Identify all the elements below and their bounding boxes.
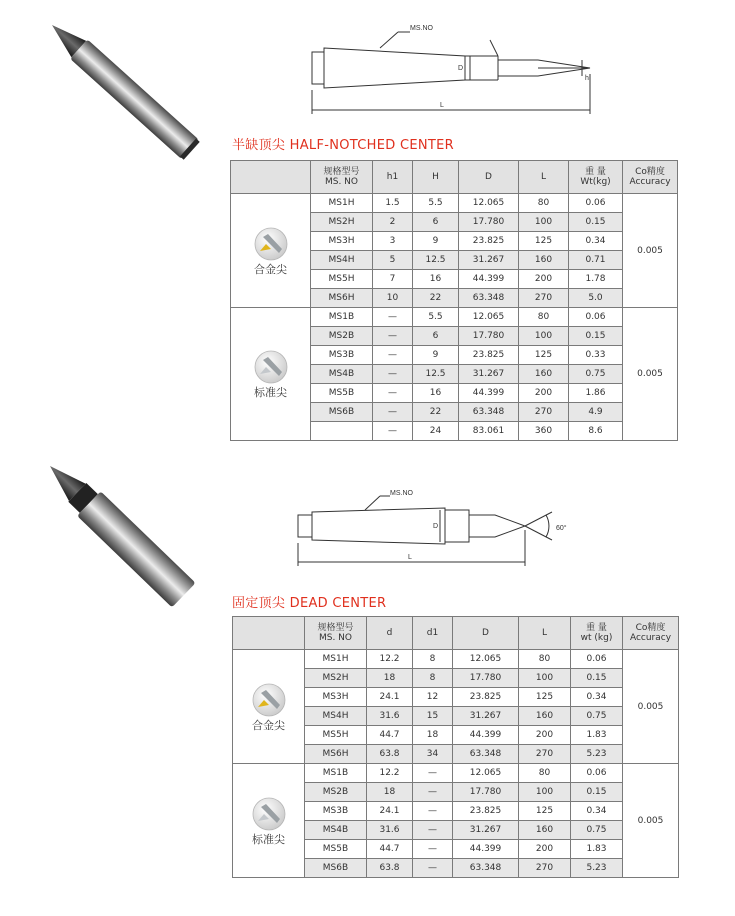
dead-center-drawing xyxy=(290,488,590,578)
header-blank xyxy=(233,617,305,650)
table-cell-model: MS5H xyxy=(305,726,367,745)
table-cell-c4: 160 xyxy=(519,365,569,384)
table-header-row xyxy=(231,161,678,194)
l-label: L xyxy=(408,554,412,561)
table-cell-c4: 200 xyxy=(519,726,571,745)
accuracy-cell: 0.005 xyxy=(623,650,679,764)
table-cell-model: MS3H xyxy=(311,232,373,251)
table-row xyxy=(233,650,679,669)
table-cell-c2: 6 xyxy=(413,213,459,232)
table-cell-c1: 3 xyxy=(373,232,413,251)
table-cell-weight: 1.78 xyxy=(569,270,623,289)
table-cell-c3: 17.780 xyxy=(459,213,519,232)
table-cell-c2: 9 xyxy=(413,346,459,365)
table-cell-c1: 2 xyxy=(373,213,413,232)
table-cell-c2: 8 xyxy=(413,650,453,669)
table-cell-c2: 16 xyxy=(413,270,459,289)
table-cell-c3: 63.348 xyxy=(459,403,519,422)
table-cell-c3: 31.267 xyxy=(459,365,519,384)
table-cell-model: MS1H xyxy=(311,194,373,213)
table-cell-c4: 360 xyxy=(519,422,569,441)
header-model: 规格型号 MS. NO xyxy=(311,161,373,194)
table-cell-c1: — xyxy=(373,327,413,346)
table-cell-weight: 0.15 xyxy=(571,669,623,688)
table-cell-c3: 44.399 xyxy=(453,840,519,859)
table-cell-weight: 0.34 xyxy=(571,802,623,821)
accuracy-cell: 0.005 xyxy=(623,764,679,878)
header-h1: h1 xyxy=(373,161,413,194)
table-cell-c3: 12.065 xyxy=(453,764,519,783)
table-cell-c3: 63.348 xyxy=(453,745,519,764)
table-cell-c2: — xyxy=(413,859,453,878)
table-cell-c1: 18 xyxy=(367,783,413,802)
table-cell-c3: 12.065 xyxy=(459,194,519,213)
table-row xyxy=(231,308,678,327)
group-cell xyxy=(233,650,305,764)
table-cell-c1: 31.6 xyxy=(367,707,413,726)
table-cell-model: MS3H xyxy=(305,688,367,707)
table-cell-c3: 44.399 xyxy=(459,384,519,403)
header-l: L xyxy=(519,617,571,650)
table-cell-model: MS1B xyxy=(305,764,367,783)
table-cell-model: MS6B xyxy=(305,859,367,878)
table-cell-c2: — xyxy=(413,802,453,821)
table-cell-c1: 63.8 xyxy=(367,745,413,764)
table-cell-c4: 270 xyxy=(519,289,569,308)
table-cell-c3: 17.780 xyxy=(453,669,519,688)
table-cell-model: MS2B xyxy=(311,327,373,346)
table-cell-weight: 1.86 xyxy=(569,384,623,403)
header-weight: 重 量 wt (kg) xyxy=(571,617,623,650)
table-cell-c1: — xyxy=(373,384,413,403)
table-cell-c2: 24 xyxy=(413,422,459,441)
half-notched-center-photo xyxy=(40,15,215,180)
header-blank xyxy=(231,161,311,194)
group-label: 合金尖 xyxy=(252,718,285,732)
table-cell-model: MS4H xyxy=(305,707,367,726)
table-cell-c4: 160 xyxy=(519,707,571,726)
table-cell-c4: 270 xyxy=(519,745,571,764)
table-cell-model: MS5B xyxy=(311,384,373,403)
table-cell-model: MS4B xyxy=(305,821,367,840)
table-cell-c1: — xyxy=(373,308,413,327)
header-model: 规格型号 MS. NO xyxy=(305,617,367,650)
table-cell-model: MS1B xyxy=(311,308,373,327)
table-cell-c1: 10 xyxy=(373,289,413,308)
table-cell-model: MS3B xyxy=(305,802,367,821)
table-cell-model: MS4B xyxy=(311,365,373,384)
table-cell-model: MS6B xyxy=(311,403,373,422)
table-cell-c3: 31.267 xyxy=(459,251,519,270)
table-cell-c1: 24.1 xyxy=(367,802,413,821)
header-accuracy: Co精度 Accuracy xyxy=(623,161,678,194)
alloy-tip-icon xyxy=(252,683,286,717)
table-cell-model: MS1H xyxy=(305,650,367,669)
table-cell-weight: 0.75 xyxy=(569,365,623,384)
table-cell-c3: 63.348 xyxy=(459,289,519,308)
table-cell-c2: 12.5 xyxy=(413,251,459,270)
table-cell-c4: 80 xyxy=(519,308,569,327)
header-d: D xyxy=(459,161,519,194)
table-cell-c2: 5.5 xyxy=(413,194,459,213)
table-cell-c4: 270 xyxy=(519,403,569,422)
table-cell-c4: 160 xyxy=(519,821,571,840)
dead-center-photo xyxy=(40,458,215,618)
table-cell-c3: 12.065 xyxy=(453,650,519,669)
table-cell-c3: 23.825 xyxy=(453,802,519,821)
table-cell-c4: 125 xyxy=(519,688,571,707)
group-cell xyxy=(231,194,311,308)
table-cell-weight: 0.06 xyxy=(571,764,623,783)
table-cell-weight: 0.15 xyxy=(569,213,623,232)
table-cell-c4: 100 xyxy=(519,327,569,346)
table-cell-c3: 83.061 xyxy=(459,422,519,441)
table-cell-model: MS4H xyxy=(311,251,373,270)
header-big-d: D xyxy=(453,617,519,650)
table-cell-model: MS2H xyxy=(305,669,367,688)
table-cell-c3: 44.399 xyxy=(459,270,519,289)
table-cell-weight: 0.33 xyxy=(569,346,623,365)
table-cell-c2: 15 xyxy=(413,707,453,726)
table-cell-c4: 125 xyxy=(519,346,569,365)
ms-no-label: MS.NO xyxy=(410,25,433,32)
table-cell-weight: 0.15 xyxy=(569,327,623,346)
table-cell-c3: 23.825 xyxy=(459,232,519,251)
table-cell-model: MS3B xyxy=(311,346,373,365)
ms-no-label: MS.NO xyxy=(390,490,413,497)
table-cell-weight: 0.71 xyxy=(569,251,623,270)
table-cell-c1: — xyxy=(373,365,413,384)
table-cell-c4: 125 xyxy=(519,802,571,821)
table-cell-c3: 17.780 xyxy=(459,327,519,346)
table-cell-c2: — xyxy=(413,840,453,859)
table-cell-model: MS6H xyxy=(305,745,367,764)
table-cell-c1: 7 xyxy=(373,270,413,289)
table-cell-weight: 0.06 xyxy=(571,650,623,669)
table-cell-c2: 16 xyxy=(413,384,459,403)
table-cell-c2: 12 xyxy=(413,688,453,707)
d-label: D xyxy=(433,523,439,530)
table-cell-c2: — xyxy=(413,821,453,840)
dead-center-spec-table xyxy=(232,616,679,878)
table-cell-c1: 63.8 xyxy=(367,859,413,878)
table-cell-model: MS2B xyxy=(305,783,367,802)
table-cell-model: MS6H xyxy=(311,289,373,308)
header-l: L xyxy=(519,161,569,194)
table-cell-c1: 5 xyxy=(373,251,413,270)
header-accuracy: Co精度 Accuracy xyxy=(623,617,679,650)
header-h: H xyxy=(413,161,459,194)
table-header-row xyxy=(233,617,679,650)
table-row xyxy=(231,194,678,213)
table-cell-c2: — xyxy=(413,783,453,802)
table-cell-c1: 12.2 xyxy=(367,764,413,783)
table-cell-c2: 22 xyxy=(413,289,459,308)
half-notched-center-drawing xyxy=(300,18,610,128)
group-label: 标准尖 xyxy=(252,832,285,846)
table-cell-c4: 160 xyxy=(519,251,569,270)
l-label: L xyxy=(440,102,444,109)
table-cell-weight: 0.06 xyxy=(569,194,623,213)
table-cell-c4: 200 xyxy=(519,384,569,403)
table-cell-weight: 0.15 xyxy=(571,783,623,802)
header-d: d xyxy=(367,617,413,650)
alloy-tip-icon xyxy=(254,227,288,261)
table-cell-weight: 1.83 xyxy=(571,726,623,745)
table-cell-weight: 8.6 xyxy=(569,422,623,441)
accuracy-cell: 0.005 xyxy=(623,308,678,441)
half-notched-spec-table xyxy=(230,160,678,441)
table-cell-c4: 270 xyxy=(519,859,571,878)
table-cell-c3: 23.825 xyxy=(453,688,519,707)
table-cell-c1: — xyxy=(373,403,413,422)
group-cell xyxy=(231,308,311,441)
table-cell-c1: 1.5 xyxy=(373,194,413,213)
group-label: 合金尖 xyxy=(254,262,287,276)
table-cell-c2: 22 xyxy=(413,403,459,422)
h-label: h xyxy=(585,75,589,82)
table-cell-c4: 100 xyxy=(519,783,571,802)
standard-tip-icon xyxy=(252,797,286,831)
angle-label: 60° xyxy=(556,525,567,532)
table-cell-c1: — xyxy=(373,346,413,365)
table-cell-c1: 18 xyxy=(367,669,413,688)
table-cell-c3: 63.348 xyxy=(453,859,519,878)
d-label: D xyxy=(458,65,464,72)
table-cell-c2: 8 xyxy=(413,669,453,688)
table-cell-c4: 80 xyxy=(519,194,569,213)
table-row xyxy=(233,764,679,783)
section-title-dead-center: 固定顶尖 DEAD CENTER xyxy=(232,596,387,611)
table-cell-weight: 1.83 xyxy=(571,840,623,859)
table-cell-c2: — xyxy=(413,764,453,783)
standard-tip-icon xyxy=(254,350,288,384)
header-weight: 重 量 Wt(kg) xyxy=(569,161,623,194)
table-cell-weight: 0.75 xyxy=(571,821,623,840)
group-cell xyxy=(233,764,305,878)
table-cell-c2: 12.5 xyxy=(413,365,459,384)
table-cell-weight: 5.0 xyxy=(569,289,623,308)
accuracy-cell: 0.005 xyxy=(623,194,678,308)
table-cell-weight: 4.9 xyxy=(569,403,623,422)
table-cell-weight: 0.06 xyxy=(569,308,623,327)
table-cell-model xyxy=(311,422,373,441)
table-cell-c1: 44.7 xyxy=(367,840,413,859)
group-label: 标准尖 xyxy=(254,386,287,399)
table-cell-weight: 5.23 xyxy=(571,859,623,878)
table-cell-c1: 44.7 xyxy=(367,726,413,745)
table-cell-c4: 200 xyxy=(519,840,571,859)
table-cell-c4: 100 xyxy=(519,213,569,232)
table-cell-c3: 31.267 xyxy=(453,821,519,840)
table-cell-c3: 12.065 xyxy=(459,308,519,327)
header-d1: d1 xyxy=(413,617,453,650)
table-cell-c4: 125 xyxy=(519,232,569,251)
table-cell-model: MS5H xyxy=(311,270,373,289)
section-title-half-notched: 半缺顶尖 HALF-NOTCHED CENTER xyxy=(232,138,454,153)
table-cell-c2: 34 xyxy=(413,745,453,764)
table-cell-c1: 24.1 xyxy=(367,688,413,707)
table-cell-c2: 18 xyxy=(413,726,453,745)
table-cell-c3: 31.267 xyxy=(453,707,519,726)
table-cell-c3: 44.399 xyxy=(453,726,519,745)
table-cell-model: MS5B xyxy=(305,840,367,859)
table-cell-c3: 17.780 xyxy=(453,783,519,802)
table-cell-weight: 0.75 xyxy=(571,707,623,726)
table-cell-weight: 0.34 xyxy=(569,232,623,251)
table-cell-c4: 80 xyxy=(519,650,571,669)
table-cell-c1: — xyxy=(373,422,413,441)
table-cell-c2: 9 xyxy=(413,232,459,251)
table-cell-c1: 31.6 xyxy=(367,821,413,840)
table-cell-model: MS2H xyxy=(311,213,373,232)
table-cell-c4: 200 xyxy=(519,270,569,289)
table-cell-c4: 100 xyxy=(519,669,571,688)
table-cell-c3: 23.825 xyxy=(459,346,519,365)
table-cell-c4: 80 xyxy=(519,764,571,783)
table-cell-c1: 12.2 xyxy=(367,650,413,669)
table-cell-weight: 0.34 xyxy=(571,688,623,707)
table-cell-c2: 6 xyxy=(413,327,459,346)
table-cell-c2: 5.5 xyxy=(413,308,459,327)
table-cell-weight: 5.23 xyxy=(571,745,623,764)
